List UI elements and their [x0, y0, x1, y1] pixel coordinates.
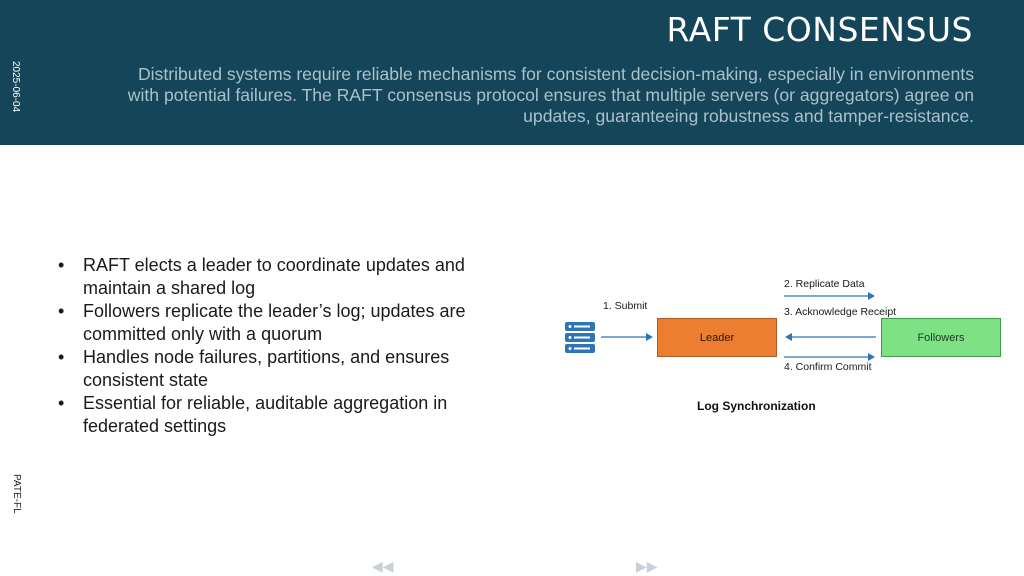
- page-subtitle: Distributed systems require reliable mechanisms for consistent decision-making, especially in environments with potential failures. The RAFT consensus protocol ensures that multiple servers (or aggregators) agree on updates, guaranteeing robustness and tamper-resistance.: [127, 64, 974, 126]
- header-banner: [0, 0, 1024, 145]
- bullet-item: • RAFT elects a leader to coordinate updates and maintain a shared log: [58, 254, 503, 300]
- bullet-list: [58, 254, 503, 438]
- acknowledge-arrow: [783, 331, 877, 343]
- submit-arrow: [600, 331, 654, 343]
- bullet-item: • Essential for reliable, auditable aggregation in federated settings: [58, 392, 503, 438]
- slide-date: 2025-06-04: [10, 61, 21, 113]
- diagram-caption: Log Synchronization: [697, 399, 816, 413]
- bullet-item: • Followers replicate the leader’s log; updates are committed only with a quorum: [58, 300, 503, 346]
- page-title: RAFT CONSENSUS: [666, 10, 973, 49]
- replicate-arrow: [783, 290, 877, 302]
- step-acknowledge-label: 3. Acknowledge Receipt: [784, 306, 897, 318]
- leader-label: Leader: [699, 331, 735, 344]
- step-submit-label: 1. Submit: [603, 300, 648, 312]
- followers-label: Followers: [917, 331, 965, 344]
- bullet-item: • Handles node failures, partitions, and ensures consistent state: [58, 346, 503, 392]
- step-replicate-label: 2. Replicate Data: [784, 278, 865, 290]
- step-commit-label: 4. Confirm Commit: [784, 361, 872, 373]
- double-chevron-right-icon[interactable]: ▶▶: [636, 558, 658, 574]
- double-chevron-left-icon[interactable]: ◀◀: [372, 558, 394, 574]
- server-icon: [564, 321, 596, 355]
- slide-footer: PATE-FL: [11, 474, 22, 514]
- followers-node: [881, 318, 1001, 357]
- leader-node: [657, 318, 777, 357]
